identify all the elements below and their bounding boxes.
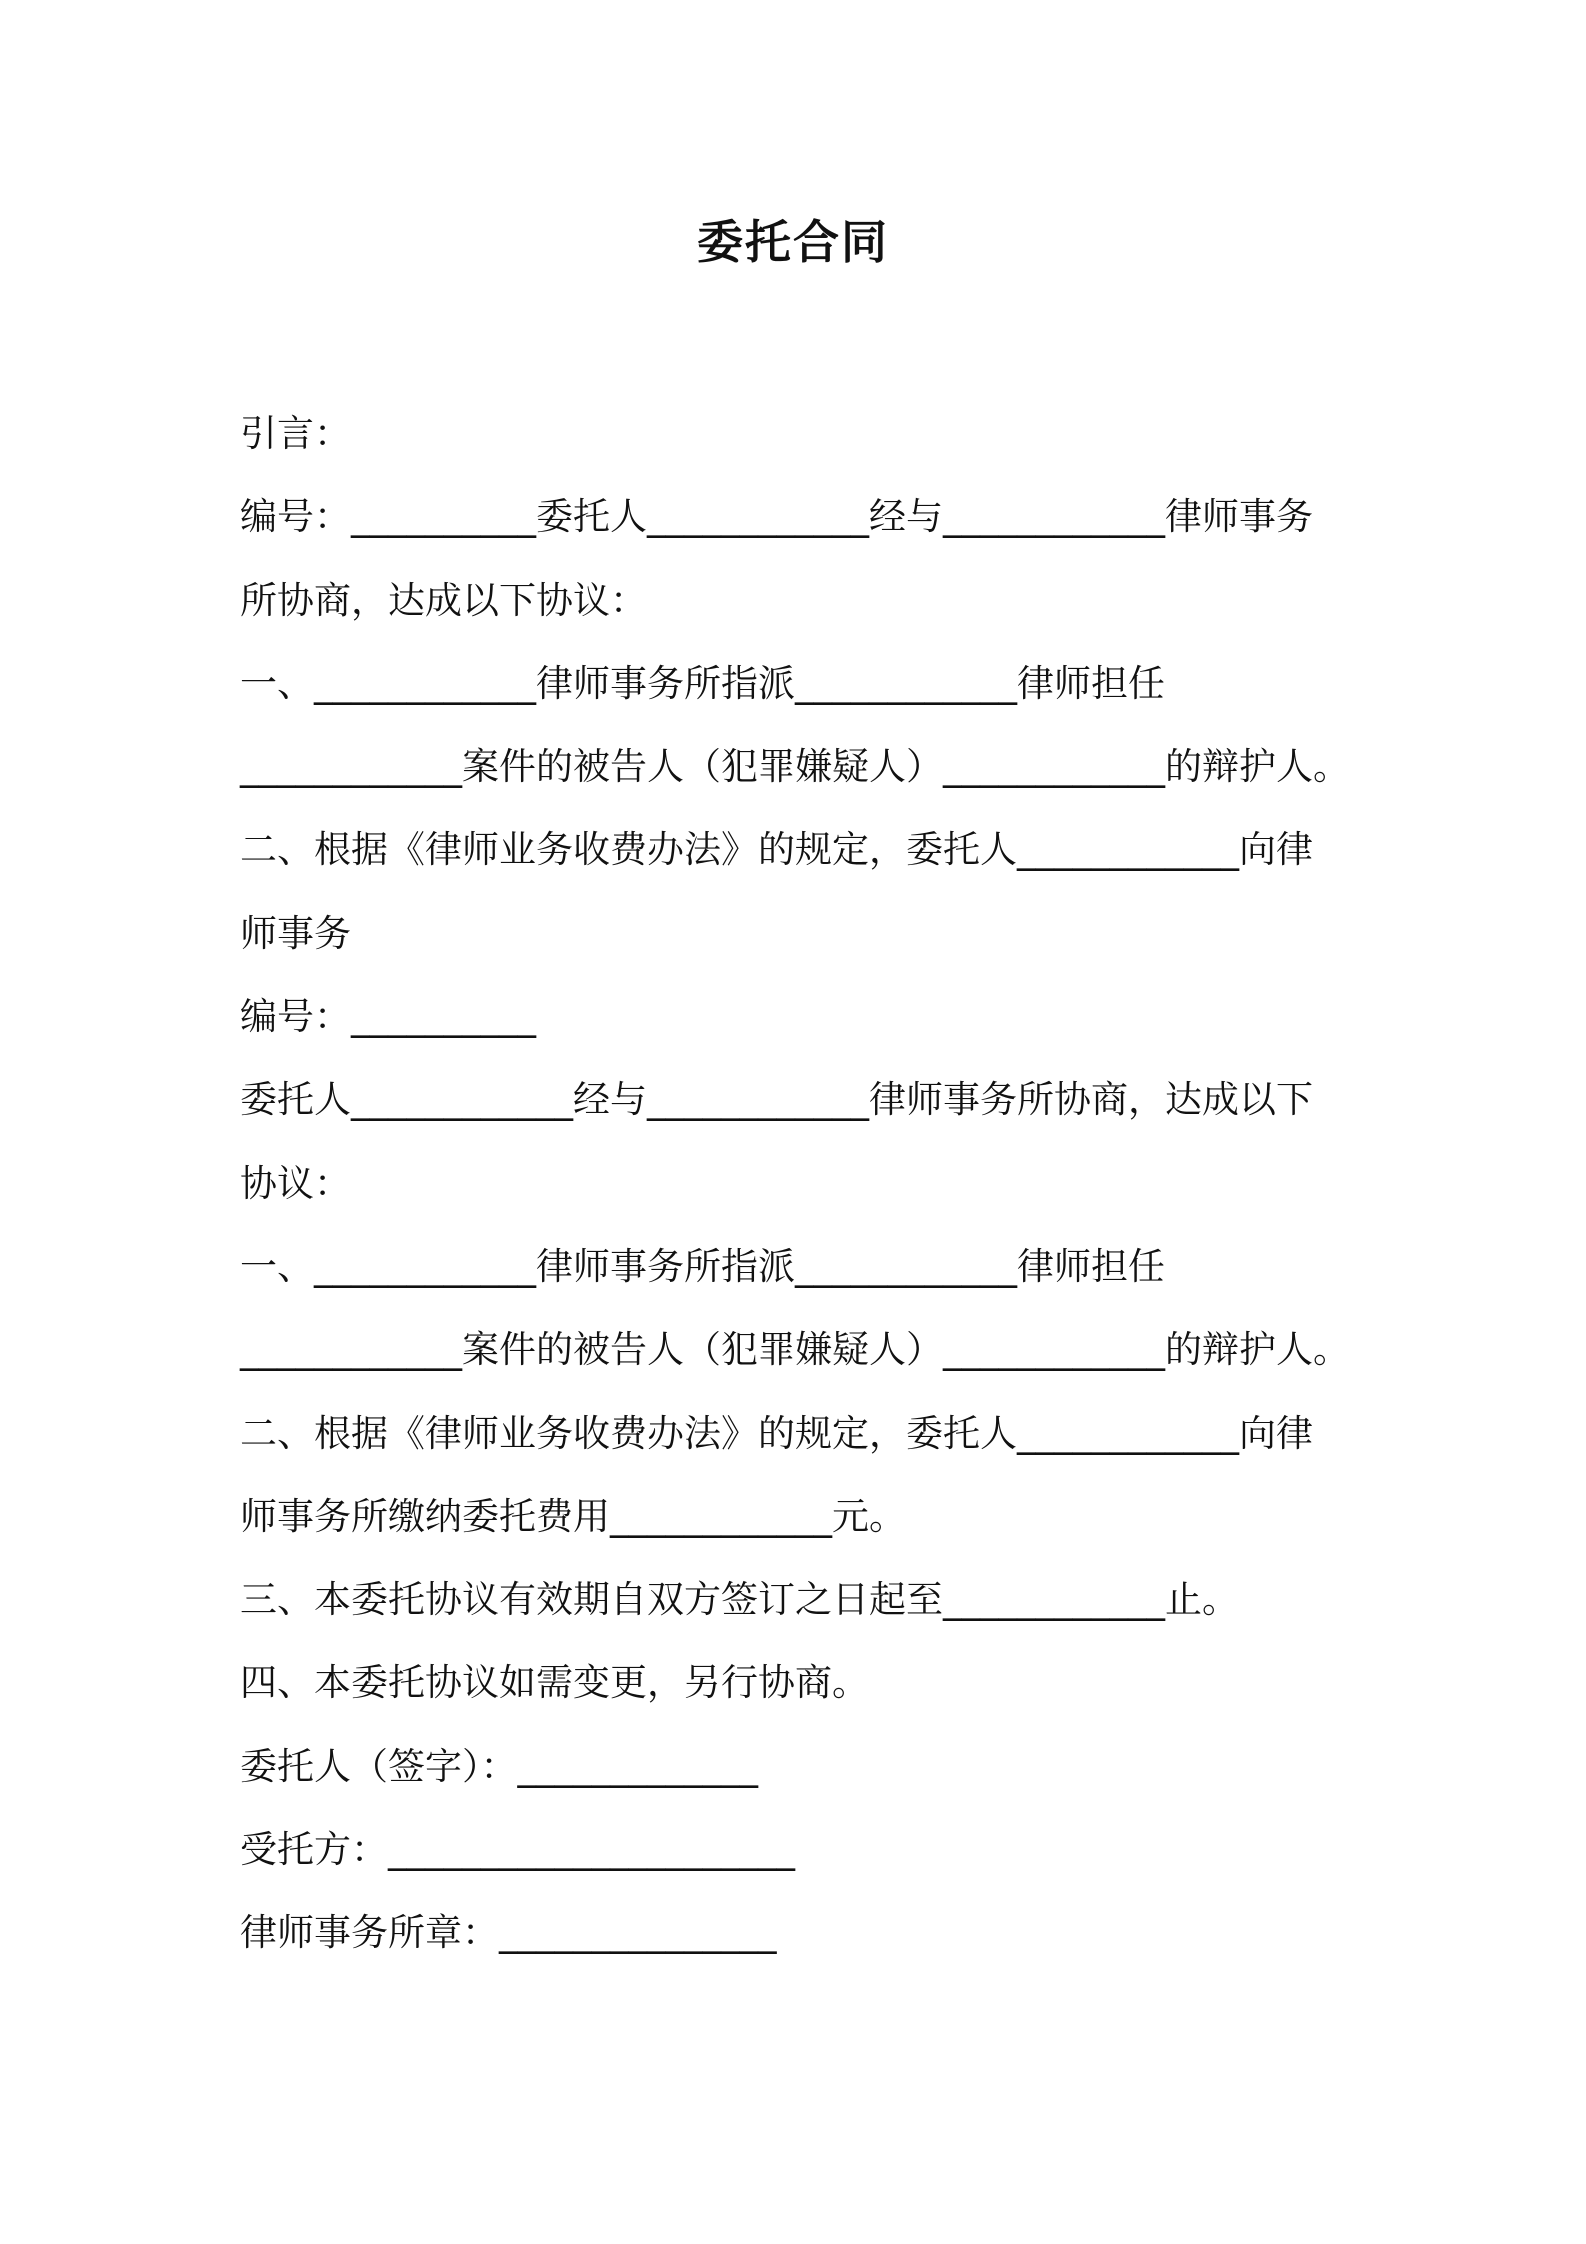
signature-line: 受托方：______________________ xyxy=(240,1828,795,1872)
document-body xyxy=(240,404,1380,1987)
text-line: 委托人____________经与____________律师事务所协商，达成以下 xyxy=(240,1078,1313,1122)
text-line: 所协商，达成以下协议： xyxy=(240,578,647,622)
text-line: 编号：__________ xyxy=(240,995,536,1039)
document-title: 委托合同 xyxy=(697,215,889,269)
text-line: 编号：__________委托人____________经与____________律师事务 xyxy=(240,495,1313,539)
intro-label: 引言： xyxy=(240,412,351,455)
clause-line: 四、本委托协议如需变更，另行协商。 xyxy=(240,1661,869,1705)
signature-line: 委托人（签字）：_____________ xyxy=(240,1744,758,1788)
clause-line: 二、根据《律师业务收费办法》的规定，委托人____________向律 xyxy=(240,828,1313,872)
text-line: 协议： xyxy=(240,1161,351,1205)
text-line: 师事务 xyxy=(240,911,351,955)
text-line: ____________案件的被告人（犯罪嫌疑人）____________的辩护人。 xyxy=(240,745,1350,789)
text-line: 师事务所缴纳委托费用____________元。 xyxy=(240,1494,906,1538)
clause-line: 三、本委托协议有效期自双方签订之日起至____________止。 xyxy=(240,1578,1239,1622)
clause-line: 一、____________律师事务所指派____________律师担任 xyxy=(240,1244,1165,1288)
clause-line: 二、根据《律师业务收费办法》的规定，委托人____________向律 xyxy=(240,1411,1313,1455)
clause-line: 一、____________律师事务所指派____________律师担任 xyxy=(240,661,1165,705)
text-line: ____________案件的被告人（犯罪嫌疑人）____________的辩护人。 xyxy=(240,1328,1350,1372)
signature-line: 律师事务所章：_______________ xyxy=(240,1911,777,1955)
